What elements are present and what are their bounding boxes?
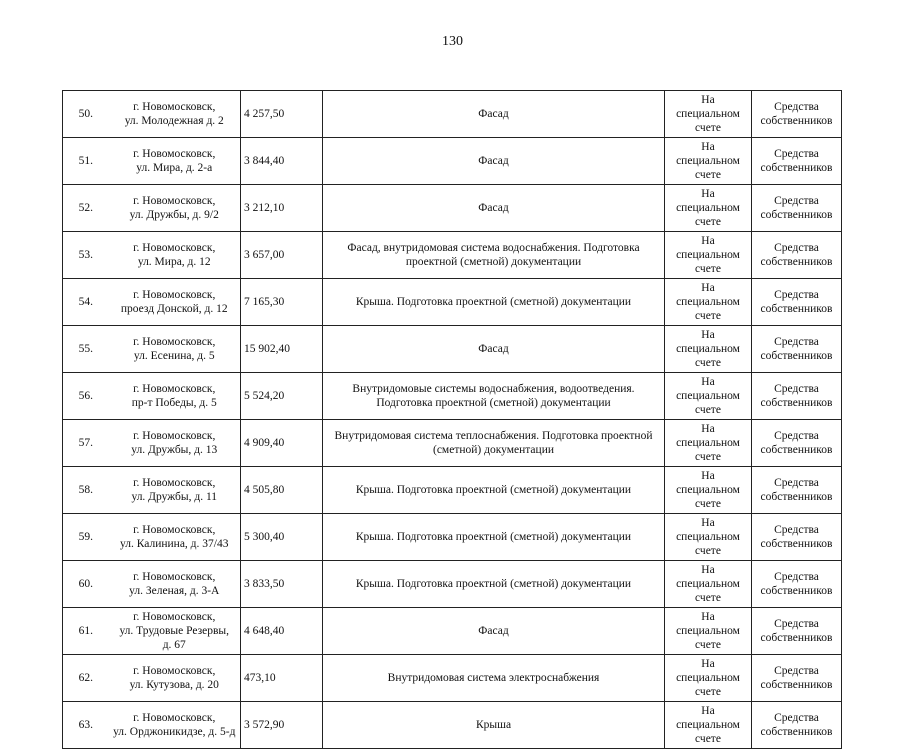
account-line: На специальном xyxy=(676,94,740,120)
funding-line: собственников xyxy=(760,162,833,174)
address-cell xyxy=(109,420,241,467)
area-cell: 5 524,20 xyxy=(241,373,323,420)
address-cell xyxy=(109,655,241,702)
account-line: На специальном xyxy=(676,188,740,214)
account-line: На специальном xyxy=(676,235,740,261)
address-line: г. Новомосковск, xyxy=(133,430,216,442)
address-cell xyxy=(109,279,241,326)
area-cell: 3 212,10 xyxy=(241,185,323,232)
funding-source-cell xyxy=(752,420,842,467)
account-line: счете xyxy=(695,404,721,416)
address-line: г. Новомосковск, xyxy=(133,665,216,677)
address-cell xyxy=(109,91,241,138)
area-cell: 5 300,40 xyxy=(241,514,323,561)
account-cell xyxy=(665,373,752,420)
funding-line: собственников xyxy=(760,679,833,691)
account-line: счете xyxy=(695,733,721,745)
funding-line: Средства xyxy=(774,618,819,630)
area-cell: 15 902,40 xyxy=(241,326,323,373)
row-number: 56. xyxy=(63,373,109,420)
address-line: г. Новомосковск, xyxy=(133,101,216,113)
account-cell xyxy=(665,467,752,514)
table-row xyxy=(63,279,842,326)
account-cell xyxy=(665,138,752,185)
address-line: г. Новомосковск, xyxy=(133,148,216,160)
funding-source-cell xyxy=(752,185,842,232)
row-number: 53. xyxy=(63,232,109,279)
funding-line: Средства xyxy=(774,430,819,442)
work-type-cell: Крыша xyxy=(323,702,665,749)
funding-line: собственников xyxy=(760,538,833,550)
row-number: 51. xyxy=(63,138,109,185)
row-number: 63. xyxy=(63,702,109,749)
funding-source-cell xyxy=(752,138,842,185)
work-type-cell: Фасад xyxy=(323,185,665,232)
account-line: На специальном xyxy=(676,705,740,731)
row-number: 54. xyxy=(63,279,109,326)
work-type-cell: Фасад xyxy=(323,326,665,373)
table-row xyxy=(63,608,842,655)
table-row xyxy=(63,702,842,749)
account-cell xyxy=(665,232,752,279)
address-cell xyxy=(109,185,241,232)
address-line: ул. Трудовые Резервы, xyxy=(119,625,230,637)
address-line: ул. Дружбы, д. 11 xyxy=(131,491,218,503)
funding-source-cell xyxy=(752,702,842,749)
account-line: счете xyxy=(695,169,721,181)
address-cell xyxy=(109,373,241,420)
address-line: ул. Кутузова, д. 20 xyxy=(129,679,219,691)
funding-line: Средства xyxy=(774,289,819,301)
funding-line: собственников xyxy=(760,726,833,738)
area-cell: 7 165,30 xyxy=(241,279,323,326)
address-line: ул. Мира, д. 2-а xyxy=(136,162,213,174)
address-line: г. Новомосковск, xyxy=(133,712,216,724)
area-cell: 473,10 xyxy=(241,655,323,702)
account-line: На специальном xyxy=(676,517,740,543)
funding-line: собственников xyxy=(760,632,833,644)
funding-source-cell xyxy=(752,373,842,420)
account-line: На специальном xyxy=(676,376,740,402)
account-line: На специальном xyxy=(676,282,740,308)
funding-line: Средства xyxy=(774,665,819,677)
funding-line: Средства xyxy=(774,524,819,536)
work-type-cell: Внутридомовая система теплоснабжения. Подготовка проектной (сметной) документации xyxy=(323,420,665,467)
address-line: г. Новомосковск, xyxy=(133,524,216,536)
area-cell: 3 572,90 xyxy=(241,702,323,749)
funding-source-cell xyxy=(752,514,842,561)
address-cell xyxy=(109,467,241,514)
account-cell xyxy=(665,91,752,138)
funding-line: собственников xyxy=(760,256,833,268)
table-row xyxy=(63,514,842,561)
funding-line: Средства xyxy=(774,336,819,348)
account-cell xyxy=(665,608,752,655)
account-cell xyxy=(665,279,752,326)
funding-line: Средства xyxy=(774,477,819,489)
account-cell xyxy=(665,655,752,702)
work-type-cell: Крыша. Подготовка проектной (сметной) документации xyxy=(323,561,665,608)
table-row xyxy=(63,655,842,702)
funding-source-cell xyxy=(752,561,842,608)
account-line: На специальном xyxy=(676,141,740,167)
account-line: На специальном xyxy=(676,423,740,449)
account-line: На специальном xyxy=(676,329,740,355)
account-cell xyxy=(665,185,752,232)
area-cell: 4 257,50 xyxy=(241,91,323,138)
address-line: ул. Калинина, д. 37/43 xyxy=(120,538,229,550)
funding-line: собственников xyxy=(760,491,833,503)
row-number: 50. xyxy=(63,91,109,138)
table-row xyxy=(63,561,842,608)
work-type-cell: Фасад xyxy=(323,91,665,138)
funding-line: собственников xyxy=(760,350,833,362)
address-line: ул. Орджоникидзе, д. 5-д xyxy=(113,726,236,738)
work-type-cell: Фасад, внутридомовая система водоснабжения. Подготовка проектной (сметной) документации xyxy=(323,232,665,279)
row-number: 52. xyxy=(63,185,109,232)
account-line: На специальном xyxy=(676,564,740,590)
address-line: ул. Дружбы, д. 13 xyxy=(131,444,218,456)
account-line: счете xyxy=(695,357,721,369)
table-body xyxy=(63,91,842,749)
table-row xyxy=(63,185,842,232)
work-type-cell: Крыша. Подготовка проектной (сметной) документации xyxy=(323,467,665,514)
repair-program-table xyxy=(62,90,842,749)
funding-line: Средства xyxy=(774,383,819,395)
funding-line: Средства xyxy=(774,571,819,583)
account-line: счете xyxy=(695,592,721,604)
funding-line: Средства xyxy=(774,712,819,724)
funding-line: собственников xyxy=(760,397,833,409)
row-number: 58. xyxy=(63,467,109,514)
address-line: ул. Мира, д. 12 xyxy=(137,256,211,268)
row-number: 60. xyxy=(63,561,109,608)
table-row xyxy=(63,467,842,514)
table-row xyxy=(63,373,842,420)
page-number: 130 xyxy=(442,34,463,49)
address-line: пр-т Победы, д. 5 xyxy=(131,397,217,409)
funding-line: собственников xyxy=(760,115,833,127)
funding-source-cell xyxy=(752,655,842,702)
address-line: ул. Зеленая, д. 3-А xyxy=(129,585,220,597)
account-cell xyxy=(665,514,752,561)
funding-line: Средства xyxy=(774,101,819,113)
address-line: ул. Молодежная д. 2 xyxy=(124,115,224,127)
account-line: счете xyxy=(695,216,721,228)
account-line: На специальном xyxy=(676,470,740,496)
account-line: счете xyxy=(695,545,721,557)
account-line: На специальном xyxy=(676,658,740,684)
area-cell: 3 844,40 xyxy=(241,138,323,185)
address-cell xyxy=(109,326,241,373)
work-type-cell: Фасад xyxy=(323,138,665,185)
address-line: ул. Есенина, д. 5 xyxy=(133,350,215,362)
table-row xyxy=(63,420,842,467)
account-line: счете xyxy=(695,686,721,698)
area-cell: 3 833,50 xyxy=(241,561,323,608)
work-type-cell: Внутридомовая система электроснабжения xyxy=(323,655,665,702)
funding-source-cell xyxy=(752,467,842,514)
address-cell xyxy=(109,561,241,608)
funding-line: Средства xyxy=(774,195,819,207)
area-cell: 4 648,40 xyxy=(241,608,323,655)
address-line: г. Новомосковск, xyxy=(133,242,216,254)
address-line: ул. Дружбы, д. 9/2 xyxy=(129,209,219,221)
table-row xyxy=(63,326,842,373)
address-line: г. Новомосковск, xyxy=(133,571,216,583)
work-type-cell: Крыша. Подготовка проектной (сметной) документации xyxy=(323,279,665,326)
funding-line: собственников xyxy=(760,585,833,597)
funding-line: собственников xyxy=(760,444,833,456)
funding-source-cell xyxy=(752,608,842,655)
area-cell: 4 505,80 xyxy=(241,467,323,514)
funding-source-cell xyxy=(752,232,842,279)
account-line: На специальном xyxy=(676,611,740,637)
address-line: г. Новомосковск, xyxy=(133,195,216,207)
work-type-cell: Крыша. Подготовка проектной (сметной) документации xyxy=(323,514,665,561)
account-line: счете xyxy=(695,263,721,275)
account-cell xyxy=(665,420,752,467)
address-line: г. Новомосковск, xyxy=(133,477,216,489)
funding-line: собственников xyxy=(760,303,833,315)
funding-line: собственников xyxy=(760,209,833,221)
address-cell xyxy=(109,232,241,279)
address-cell xyxy=(109,138,241,185)
address-line: г. Новомосковск, xyxy=(133,611,216,623)
account-line: счете xyxy=(695,639,721,651)
account-line: счете xyxy=(695,122,721,134)
account-cell xyxy=(665,561,752,608)
area-cell: 3 657,00 xyxy=(241,232,323,279)
account-line: счете xyxy=(695,310,721,322)
address-cell xyxy=(109,702,241,749)
row-number: 55. xyxy=(63,326,109,373)
address-line: г. Новомосковск, xyxy=(133,289,216,301)
address-line: д. 67 xyxy=(162,639,186,651)
funding-line: Средства xyxy=(774,242,819,254)
account-cell xyxy=(665,702,752,749)
funding-source-cell xyxy=(752,279,842,326)
funding-source-cell xyxy=(752,326,842,373)
funding-source-cell xyxy=(752,91,842,138)
address-line: проезд Донской, д. 12 xyxy=(120,303,228,315)
work-type-cell: Внутридомовые системы водоснабжения, водоотведения. Подготовка проектной (сметной) документации xyxy=(323,373,665,420)
account-line: счете xyxy=(695,498,721,510)
address-cell xyxy=(109,514,241,561)
address-line: г. Новомосковск, xyxy=(133,383,216,395)
work-type-cell: Фасад xyxy=(323,608,665,655)
address-cell xyxy=(109,608,241,655)
table-row xyxy=(63,232,842,279)
row-number: 59. xyxy=(63,514,109,561)
account-line: счете xyxy=(695,451,721,463)
account-cell xyxy=(665,326,752,373)
area-cell: 4 909,40 xyxy=(241,420,323,467)
table-row xyxy=(63,91,842,138)
address-line: г. Новомосковск, xyxy=(133,336,216,348)
table-row xyxy=(63,138,842,185)
funding-line: Средства xyxy=(774,148,819,160)
row-number: 61. xyxy=(63,608,109,655)
row-number: 62. xyxy=(63,655,109,702)
row-number: 57. xyxy=(63,420,109,467)
